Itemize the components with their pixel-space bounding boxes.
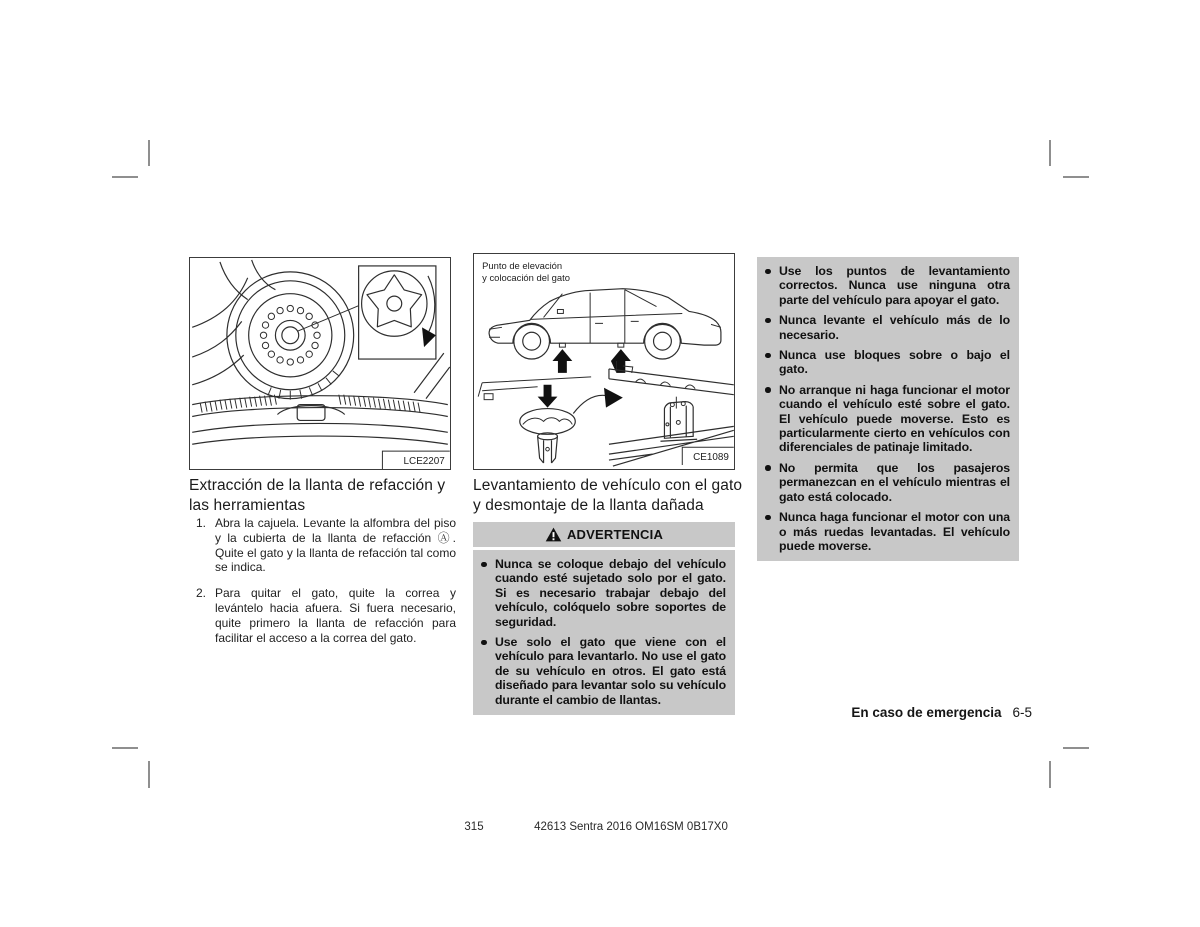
crop-mark-bottom-right-v	[1049, 761, 1051, 788]
crop-mark-bottom-left-v	[148, 761, 150, 788]
warning-header	[473, 522, 735, 547]
crop-mark-bottom-right-h	[1063, 747, 1089, 749]
step-item	[196, 516, 456, 575]
bullet-dot-icon	[765, 515, 771, 521]
section-page-number: 6-5	[1012, 705, 1032, 720]
warning-bullet-text: Use solo el gato que viene con el vehículo para levantarlo. No use el gato de su vehículo en otros. El gato está diseñado para levantar solo su vehículo durante el cambio de llantas.	[495, 635, 726, 707]
bullet-dot-icon	[481, 562, 487, 568]
safety-bullet	[765, 264, 1010, 307]
page-number: 315	[464, 821, 484, 833]
figure-caption-left: LCE2207	[403, 456, 445, 468]
safety-bullet	[765, 313, 1010, 342]
safety-bullet	[765, 510, 1010, 553]
warning-body	[473, 550, 735, 715]
step-text: Abra la cajuela. Levante la alfombra del piso y la cubierta de la llanta de refacción Ⓐ. Quite el gato y la llanta de refacción tal como se indica.	[215, 516, 456, 575]
bullet-dot-icon	[765, 269, 771, 275]
section-title: En caso de emergencia	[851, 705, 1002, 720]
crop-mark-top-right-h	[1063, 176, 1089, 178]
safety-bullet	[765, 461, 1010, 504]
safety-bullet	[765, 348, 1010, 377]
crop-mark-bottom-left-h	[112, 747, 138, 749]
warning-icon	[545, 527, 562, 542]
bullet-dot-icon	[481, 640, 487, 646]
safety-bullet-text: No permita que los pasajeros permanezcan en el vehículo mientras el gato está colocado.	[779, 460, 1010, 504]
jack-safety-notes-box	[757, 257, 1019, 561]
figure-label-line2: y colocación del gato	[482, 271, 570, 283]
crop-mark-top-right-v	[1049, 140, 1051, 166]
safety-bullet-text: Nunca haga funcionar el motor con una o más ruedas levantadas. El vehículo puede moverse.	[779, 510, 1010, 553]
jack-points-illustration	[474, 254, 734, 469]
step-text: Para quitar el gato, quite la correa y levántelo hacia afuera. Si fuera necesario, quite primero la llanta de refacción para facilitar el acceso a la correa del gato.	[215, 586, 456, 645]
figure-caption-middle: CE1089	[693, 452, 729, 464]
removal-steps-list	[196, 516, 456, 656]
safety-bullet-text: Nunca use bloques sobre o bajo el gato.	[779, 348, 1010, 377]
step-number: 2.	[196, 586, 207, 601]
figure-spare-tire-removal	[189, 257, 451, 470]
warning-title: ADVERTENCIA	[566, 527, 664, 542]
warning-bullet	[481, 557, 726, 629]
heading-vehicle-lifting: Levantamiento de vehículo con el gato y desmontaje de la llanta dañada	[473, 477, 743, 514]
crop-mark-top-left-h	[112, 176, 138, 178]
heading-spare-tire-removal: Extracción de la llanta de refacción y las herramientas	[189, 477, 446, 514]
bullet-dot-icon	[765, 318, 771, 324]
spare-tire-illustration	[190, 258, 450, 469]
document-code: 42613 Sentra 2016 OM16SM 0B17X0	[534, 821, 728, 833]
bullet-dot-icon	[765, 353, 771, 359]
safety-bullet-text: Use los puntos de levantamiento correctos. Nunca use ninguna otra parte del vehículo para apoyar el gato.	[779, 264, 1010, 307]
crop-mark-top-left-v	[148, 140, 150, 166]
bullet-dot-icon	[765, 387, 771, 393]
figure-jack-points	[473, 253, 735, 470]
figure-label-line1: Punto de elevación	[482, 259, 563, 271]
step-item	[196, 586, 456, 645]
safety-bullet-text: No arranque ni haga funcionar el motor cuando el vehículo esté sobre el gato. El vehículo puede moverse. Esto es particularmente cierto en vehículos con diferenciales de patinaje limitado.	[779, 382, 1010, 455]
step-number: 1.	[196, 516, 207, 530]
safety-bullet	[765, 383, 1010, 455]
warning-bullet-text: Nunca se coloque debajo del vehículo cuando esté sujetado solo por el gato. Si es necesario trabajar debajo del vehículo, colóquelo sobre soportes de seguridad.	[495, 557, 726, 629]
warning-bullet	[481, 635, 726, 707]
safety-bullet-text: Nunca levante el vehículo más de lo necesario.	[779, 313, 1010, 342]
bullet-dot-icon	[765, 465, 771, 471]
section-footer	[757, 705, 1032, 720]
